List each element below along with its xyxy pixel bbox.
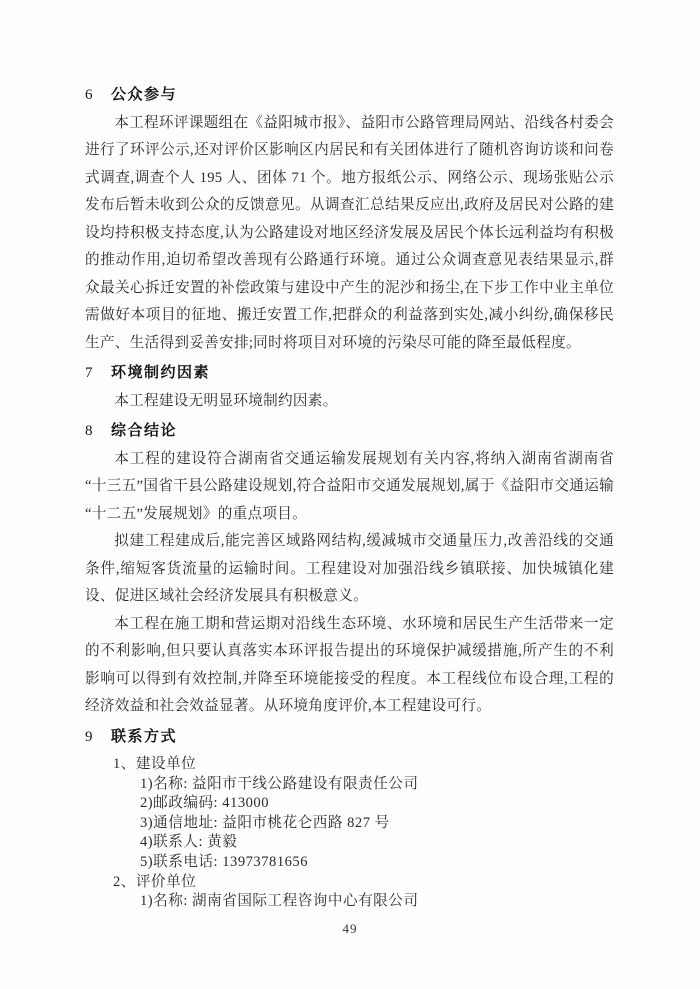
section-8-paragraph-3: 本工程在施工期和营运期对沿线生态环境、水环境和居民生产生活带来一定的不利影响,但只要认真落实本环评报告提出的环境保护减缓措施,所产生的不利影响可以得到有效控制,并降至环境能接受的程度。本工程线位布设合理,工程的经济效益和社会效益显著。从环境角度评价,本工程建设可行。 <box>85 615 614 714</box>
section-environmental-constraints <box>85 359 614 415</box>
contact-group-construction-unit: 1、建设单位 <box>113 756 197 772</box>
section-6-number: 6 <box>85 87 93 103</box>
section-8-title: 综合结论 <box>111 422 178 439</box>
contact-construction-person: 4)联系人: 黄毅 <box>140 834 238 851</box>
section-6-paragraph: 本工程环评课题组在《益阳城市报》、益阳市公路管理局网站、沿线各村委会进行了环评公示,还对评价区影响区内居民和有关团体进行了随机咨询访谈和问卷式调查,调查个人 195 人、团体 71 个。地方报纸公示、网络公示、现场张贴公示发布后暂未收到公众的反馈意见。从调查汇总结果反应出,政府及居民对公路的建设均持积极支持态度,认为公路建设对地区经济发展及居民个体长远利益均有积极的推动作用,迫切希望改善现有公路通行环境。通过公众调查意见表结果显示,群众最关心拆迁安置的补偿政策与建设中产生的泥沙和扬尘,在下步工作中业主单位需做好本项目的征地、搬迁安置工作,把群众的利益落到实处,减小纠纷,确保移民生产、生活得到妥善安排;同时将项目对环境的污染尽可能的降至最低程度。 <box>85 114 614 351</box>
section-7-title: 环境制约因素 <box>111 364 211 381</box>
section-7-number: 7 <box>85 365 93 381</box>
section-8-paragraph-1: 本工程的建设符合湖南省交通运输发展规划有关内容,将纳入湖南省湖南省“十三五”国省干县公路建设规划,符合益阳市交通发展规划,属于《益阳市交通运输“十二五”发展规划》的重点项目。 <box>85 450 614 522</box>
page-number: 49 <box>342 921 358 936</box>
section-8-heading <box>85 417 614 446</box>
contact-construction-phone: 5)联系电话: 13973781656 <box>140 853 309 870</box>
section-7-heading <box>85 359 614 388</box>
contact-construction-address: 3)通信地址: 益阳市桃花仑西路 827 号 <box>140 814 390 831</box>
section-contact-info <box>85 723 614 912</box>
section-9-number: 9 <box>85 728 93 745</box>
section-6-heading <box>85 81 614 110</box>
contact-construction-name: 1)名称: 益阳市干线公路建设有限责任公司 <box>140 775 419 792</box>
section-public-participation <box>85 81 614 357</box>
contact-list <box>85 755 614 912</box>
section-comprehensive-conclusion <box>85 417 614 721</box>
section-7-paragraph: 本工程建设无明显环境制约因素。 <box>114 392 338 409</box>
section-6-title: 公众参与 <box>111 86 178 103</box>
contact-group-evaluation-unit: 2、评价单位 <box>113 873 197 890</box>
section-9-heading <box>85 723 614 752</box>
contact-evaluation-name: 1)名称: 湖南省国际工程咨询中心有限公司 <box>140 893 419 910</box>
section-8-number: 8 <box>85 423 93 439</box>
section-8-paragraph-2: 拟建工程建成后,能完善区域路网结构,缓减城市交通量压力,改善沿线的交通条件,缩短客货流量的运输时间。工程建设对加强沿线乡镇联接、加快城镇化建设、促进区域社会经济发展具有积极意义。 <box>85 533 614 604</box>
section-9-title: 联系方式 <box>111 727 178 745</box>
contact-construction-postcode: 2)邮政编码: 413000 <box>140 795 270 812</box>
